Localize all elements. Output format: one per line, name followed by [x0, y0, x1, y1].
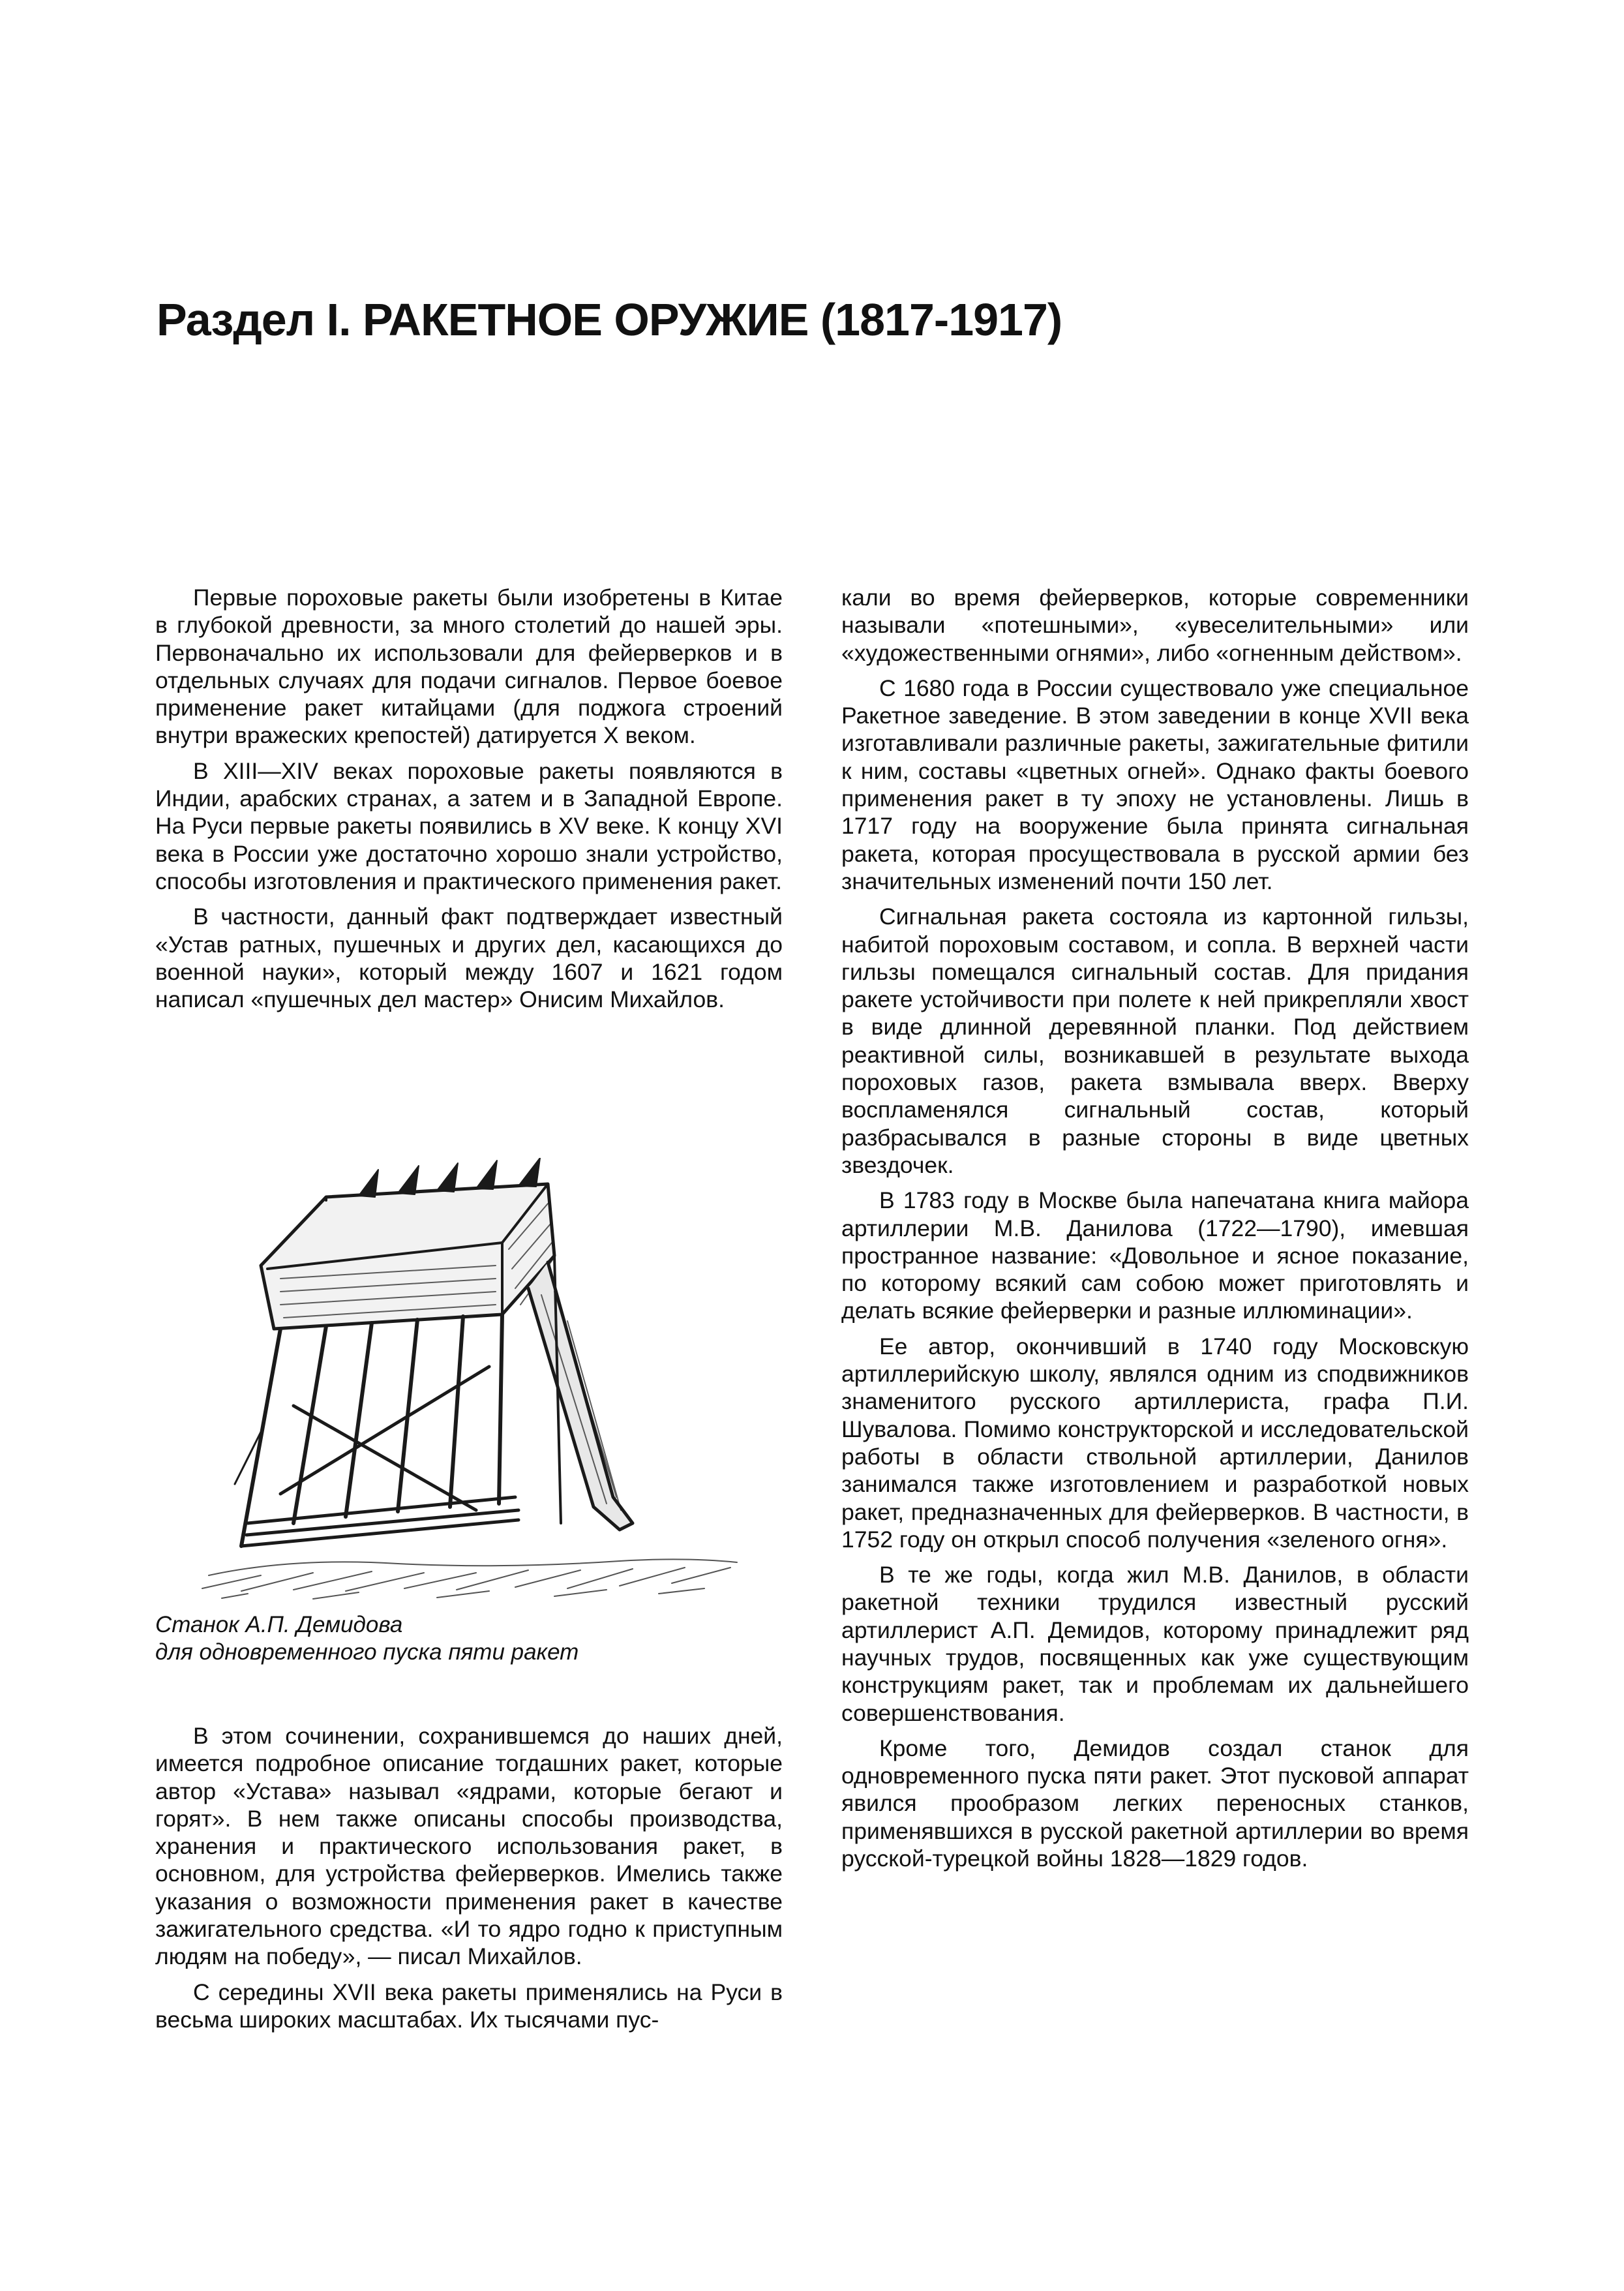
- paragraph: Сигнальная ракета состояла из картонной гильзы, набитой пороховым составом, и сопла. В верхней части гильзы помещался сигнальный состав. Для придания ракете устойчивости при полете к ней прикрепляли хвост в виде длинной деревянной планки. Под действием реактивной силы, возникавшей в результате выхода пороховых газов, ракета взмывала вверх. Вверху воспламенялся сигнальный состав, который разбрасывался в разные стороны в виде цветных звездочек.: [841, 903, 1469, 1178]
- left-column-bottom: [155, 1722, 783, 2041]
- paragraph: кали во время фейерверков, которые современники называли «потешными», «увеселительными» или «художественными огнями», либо «огненным действом».: [841, 584, 1469, 666]
- paragraph: С середины XVII века ракеты применялись на Руси в весьма широких масштабах. Их тысячами пус-: [155, 1979, 783, 2033]
- paragraph: В частности, данный факт подтверждает известный «Устав ратных, пушечных и других дел, касающихся до военной науки», который между 1607 и 1621 годом написал «пушечных дел мастер» Онисим Михайлов.: [155, 903, 783, 1013]
- paragraph: В этом сочинении, сохранившемся до наших дней, имеется подробное описание тогдашних ракет, которые автор «Устава» называл «ядрами, которые бегают и горят». В нем также описаны способы производства, хранения и практического использования ракет, в основном, для устройства фейерверков. Имелись также указания о возможности применения ракет в качестве зажигательного средства. «И то ядро годно к приступным людям на победу», — писал Михайлов.: [155, 1723, 783, 1970]
- left-column-top: [155, 584, 783, 1021]
- paragraph: Первые пороховые ракеты были изобретены в Китае в глубокой древности, за много столетий до нашей эры. Первоначально их использовали для фейерверков и в отдельных случаях для подачи сигналов. Первое боевое применение ракет китайцами (для поджога строений внутри вражеских крепостей) датируется X веком.: [155, 584, 783, 749]
- caption-line: Станок А.П. Демидова: [155, 1612, 403, 1637]
- paragraph: В 1783 году в Москве была напечатана книга майора артиллерии М.В. Данилова (1722—1790), имевшая пространное название: «Довольное и ясное показание, по которому всякий сам собою может приготовлять и делать всякие фейерверки и разные иллюминации».: [841, 1187, 1469, 1324]
- figure-caption: [155, 1611, 781, 1666]
- paragraph: В те же годы, когда жил М.В. Данилов, в области ракетной техники трудился известный русский артиллерист А.П. Демидов, которому принадлежит ряд научных трудов, посвященных как уже существующим конструкциям ракет, так и проблемам их дальнейшего совершенствования.: [841, 1562, 1469, 1726]
- caption-line: для одновременного пуска пяти ракет: [155, 1639, 579, 1665]
- section-title: Раздел I. РАКЕТНОЕ ОРУЖИЕ (1817-1917): [157, 294, 1062, 345]
- paragraph: С 1680 года в России существовало уже специальное Ракетное заведение. В этом заведении в конце XVII века изготавливали различные ракеты, зажигательные фитили к ним, составы «цветных огней». Однако факты боевого применения ракет в ту эпоху не установлены. Лишь в 1717 году на вооружение была принята сигнальная ракета, которая просуществовала в русской армии без значительных изменений почти 150 лет.: [841, 675, 1469, 894]
- paragraph: Кроме того, Демидов создал станок для одновременного пуска пяти ракет. Этот пусковой аппарат явился прообразом легких переносных станков, применявшихся в русской ракетной артиллерии во время русской-турецкой войны 1828—1829 годов.: [841, 1735, 1469, 1872]
- paragraph: В XIII—XIV веках пороховые ракеты появляются в Индии, арабских странах, а затем и в Западной Европе. На Руси первые ракеты появились в XV веке. К концу XVI века в России уже достаточно хорошо знали устройство, способы изготовления и практического применения ракет.: [155, 757, 783, 894]
- right-column: [841, 584, 1469, 1880]
- paragraph: Ее автор, окончивший в 1740 году Московскую артиллерийскую школу, являлся одним из сподвижников знаменитого русского артиллериста, графа П.И. Шувалова. Помимо конструкторской и исследовательской работы в области ствольной артиллерии, Данилов занимался также изготовлением и разработкой новых ракет, предназначенных для фейерверков. В частности, в 1752 году он открыл способ получения «зеленого огня».: [841, 1333, 1469, 1553]
- rocket-launcher-illustration: [163, 1158, 770, 1608]
